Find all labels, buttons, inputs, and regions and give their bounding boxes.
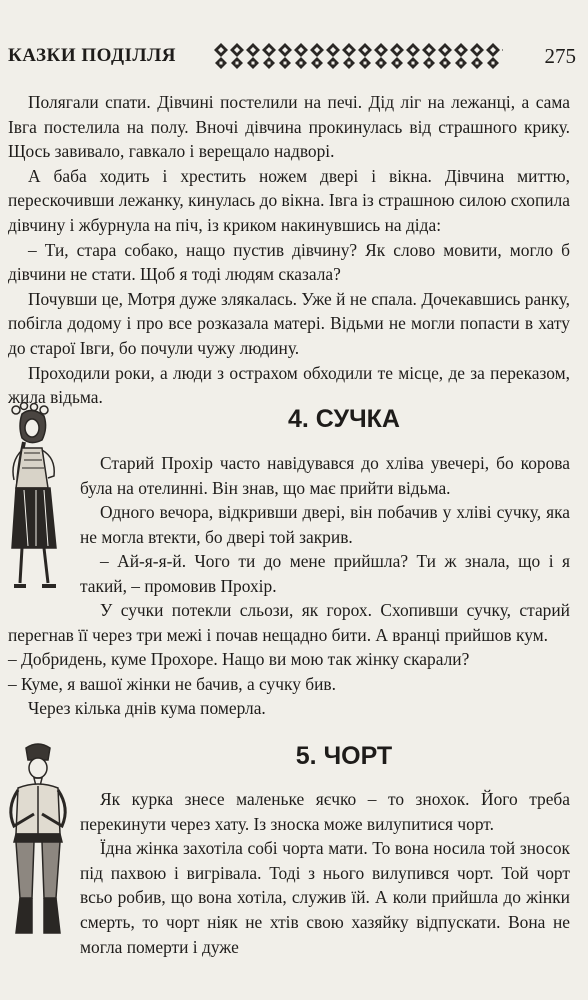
paragraph: – Добридень, куме Прохоре. Нащо ви мою так жінку скарали? <box>8 649 470 670</box>
paragraph: Одного вечора, відкривши двері, він побачив у хліві сучку, яка не могла втекти, бо двері той закрив. <box>80 502 570 547</box>
paragraph: Як курка знесе маленьке яєчко – то знохок. Його треба перекинути через хату. Із зноска може вилупитися чорт. <box>80 789 570 834</box>
man-illustration <box>4 738 74 938</box>
story-4-text <box>80 451 570 599</box>
paragraph: – Ти, стара собако, нащо пустив дівчину? Як слово мовити, могло б дівчини не стати. Щоб я тоді людям сказала? <box>8 239 570 285</box>
running-title: КАЗКИ ПОДІЛЛЯ <box>8 45 176 66</box>
story-heading: 5. ЧОРТ <box>295 742 393 770</box>
story-4-text-continued <box>8 598 570 721</box>
running-header <box>8 40 578 72</box>
paragraph: Старий Прохір часто навідувався до хліва увечері, бо корова була на отелинні. Він знав, що має прийти відьма. <box>80 453 570 498</box>
paragraph: Почувши це, Мотря дуже злякалась. Уже й не спала. Дочекавшись ранку, побігла додому і про все розказала матері. Відьми не могли попасти в хату до старої Івги, бо почули чужу людину. <box>8 288 570 358</box>
paragraph: Проходили роки, а люди з острахом обходили те місце, де за переказом, жила відьма. <box>8 362 570 408</box>
paragraph: А баба ходить і хрестить ножем двері і вікна. Дівчина миттю, перескочивши лежанку, кинулась до вікна. Івга із страшною силою схопила дівчину і жбурнула на піч, із криком накинувшись на діда: <box>8 165 570 235</box>
page-number: 275 <box>544 43 576 68</box>
paragraph: У сучки потекли сльози, як горох. Схопивши сучку, старий перегнав її через три межі і почав нещадно бити. А вранці прийшов кум. <box>8 600 570 645</box>
paragraph: – Ай-я-я-й. Чого ти до мене прийшла? Ти ж знала, що і я такий, – промовив Прохір. <box>80 551 570 596</box>
ornament-border <box>213 42 503 70</box>
story-5-text <box>80 787 570 959</box>
paragraph: Полягали спати. Дівчині постелили на печі. Дід ліг на лежанці, а сама Івга постелила на полу. Вночі дівчина прокинулась від страшного крику. Щось завивало, гавкало і верещало надворі. <box>8 92 570 162</box>
previous-story-continuation <box>8 90 570 410</box>
story-heading: 4. СУЧКА <box>288 405 400 433</box>
paragraph: Їдна жінка захотіла собі чорта мати. То вона носила той зносок під пахвою і вигрівала. Тоді з нього вилупився чорт. Той чорт всьо робив, що вона хотіла, служив їй. А коли прийшла до жінки смерть, то чорт ніяк не хтів свою хазяйку відпускати. Вона не могла померти і дуже <box>80 838 570 957</box>
girl-illustration <box>4 398 70 598</box>
paragraph: Через кілька днів кума померла. <box>28 698 266 719</box>
paragraph: – Куме, я вашої жінки не бачив, а сучку бив. <box>8 673 336 694</box>
